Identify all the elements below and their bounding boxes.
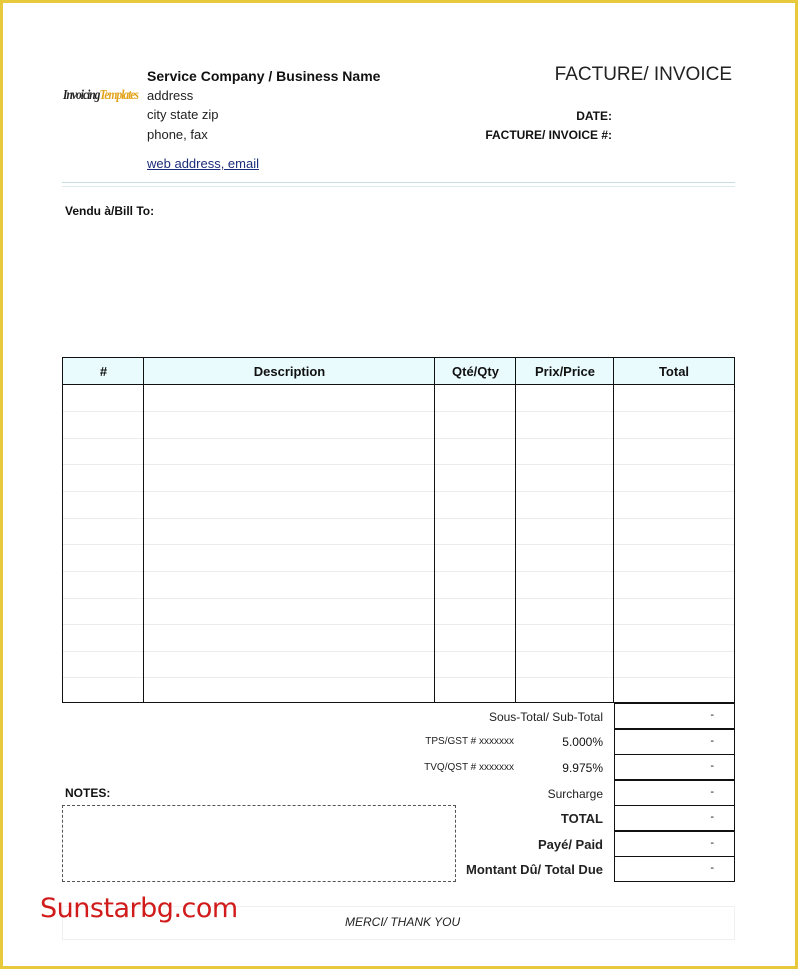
bill-to-label: Vendu à/Bill To: [65, 204, 155, 218]
tvq-label: TVQ/QST # xxxxxxx [424, 762, 514, 773]
company-phone: phone, fax [147, 127, 208, 142]
table-row-line [63, 491, 734, 492]
subtotal-label: Sous-Total/ Sub-Total [488, 710, 603, 724]
subtotal-value[interactable]: - [614, 703, 735, 729]
table-row-line [63, 651, 734, 652]
thank-you-text: MERCI/ THANK YOU [345, 915, 461, 929]
paid-label: Payé/ Paid [537, 837, 603, 852]
invoice-number-label: FACTURE/ INVOICE #: [485, 128, 612, 142]
col-divider [613, 358, 614, 702]
col-divider [515, 358, 516, 702]
company-city: city state zip [147, 107, 219, 122]
col-divider [143, 358, 144, 702]
company-logo: InvoicingTemplates [63, 88, 138, 103]
tps-value[interactable]: - [614, 729, 735, 755]
table-row-line [63, 518, 734, 519]
tvq-value[interactable]: - [614, 754, 735, 780]
total-label: TOTAL [560, 811, 603, 826]
tvq-rate: 9.975% [562, 761, 603, 775]
table-row-line [63, 464, 734, 465]
col-header-total: Total [658, 364, 690, 379]
header-divider [62, 182, 735, 183]
watermark: Sunstarbg.com [40, 893, 238, 924]
total-due-value[interactable]: - [614, 856, 735, 882]
tps-label: TPS/GST # xxxxxxx [425, 736, 514, 747]
col-header-qty: Qté/Qty [452, 364, 499, 379]
notes-label: NOTES: [65, 786, 111, 800]
col-header-number: # [99, 364, 108, 379]
items-table [62, 357, 735, 703]
col-header-description: Description [253, 364, 326, 379]
table-row-line [63, 544, 734, 545]
table-row-line [63, 571, 734, 572]
col-header-price: Prix/Price [535, 364, 595, 379]
surcharge-label: Surcharge [547, 787, 603, 801]
header-divider-secondary [62, 186, 735, 187]
table-row-line [63, 624, 734, 625]
tps-rate: 5.000% [562, 735, 603, 749]
table-row-line [63, 411, 734, 412]
table-row-line [63, 598, 734, 599]
table-row-line [63, 677, 734, 678]
total-value[interactable]: - [614, 805, 735, 831]
surcharge-value[interactable]: - [614, 780, 735, 806]
company-address: address [147, 88, 194, 103]
items-table-header [63, 358, 734, 385]
paid-value[interactable]: - [614, 831, 735, 857]
total-due-label: Montant Dû/ Total Due [466, 862, 603, 877]
notes-field[interactable] [62, 805, 456, 882]
company-web-link[interactable]: web address, email [147, 156, 259, 171]
col-divider [434, 358, 435, 702]
date-label: DATE: [576, 109, 612, 123]
invoice-title: FACTURE/ INVOICE [554, 64, 732, 85]
table-row-line [63, 438, 734, 439]
company-name: Service Company / Business Name [147, 68, 381, 84]
